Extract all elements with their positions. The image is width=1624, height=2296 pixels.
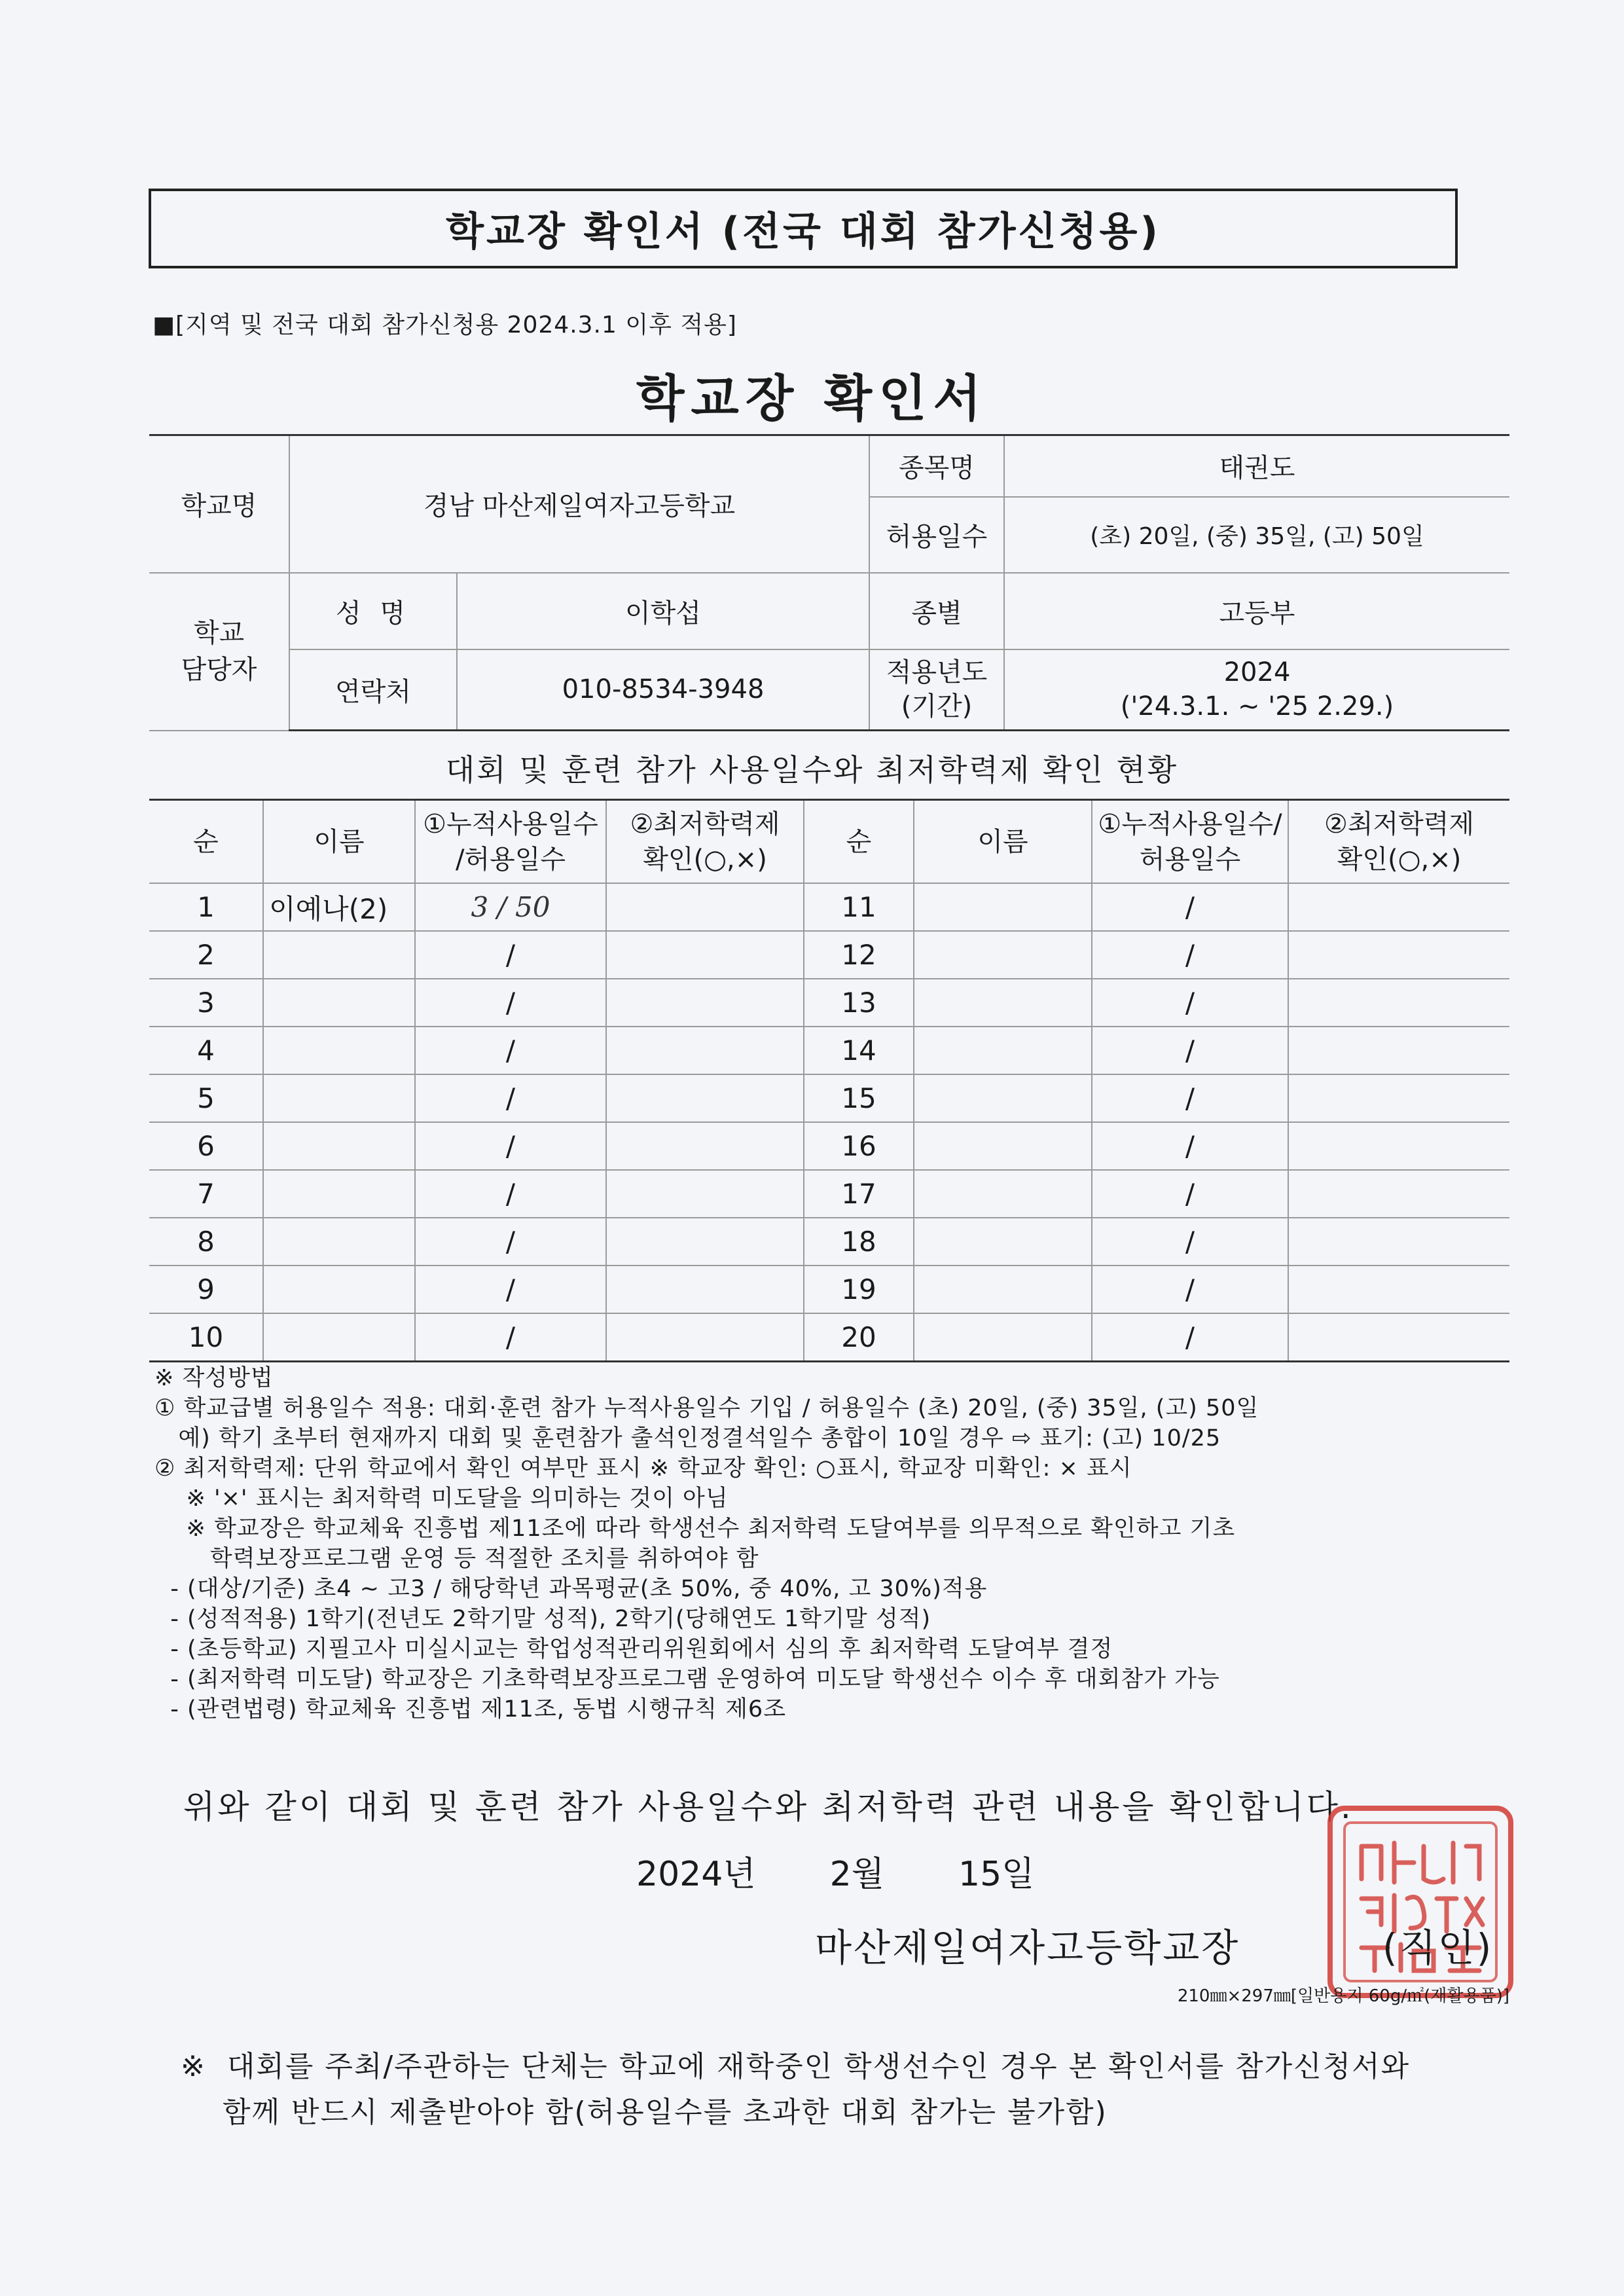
period-label: 적용년도 (기간) [869,649,1004,731]
row-days: / [415,1266,606,1313]
table-row [149,1122,1509,1170]
row-days: / [415,1027,606,1074]
row-no: 6 [149,1122,263,1170]
row-name [263,979,415,1027]
row-name [263,1218,415,1266]
table-header-row [149,800,1509,884]
instruction-line: ① 학교급별 허용일수 적용: 대회·훈련 참가 누적사용일수 기입 / 허용일수 (초) 20일, (중) 35일, (고) 50일 [154,1395,1259,1421]
row-name-2 [914,1027,1092,1074]
table-row [149,1218,1509,1266]
header-days-2: ①누적사용일수/ 허용일수 [1092,800,1288,884]
header-days: ①누적사용일수 /허용일수 [415,800,606,884]
application-notice: ■[지역 및 전국 대회 참가신청용 2024.3.1 이후 적용] [153,312,737,338]
row-no: 1 [149,883,263,931]
instruction-line: ※ 작성방법 [154,1365,274,1391]
row-days-2: / [1092,1313,1288,1362]
allowed-days-label: 허용일수 [869,497,1004,573]
row-check [606,931,804,979]
official-seal-stamp [1316,1794,1525,2010]
row-check-2 [1288,979,1509,1027]
row-name-2 [914,979,1092,1027]
period-value [1004,649,1509,731]
row-no-2: 15 [804,1074,914,1122]
header-check-2: ②최저학력제 확인(○,×) [1288,800,1509,884]
row-check [606,979,804,1027]
division-label: 종별 [869,573,1004,649]
instruction-line: - (대상/기준) 초4 ~ 고3 / 해당학년 과목평균(초 50%, 중 40%, 고 30%)적용 [154,1576,988,1602]
manager-label: 학교 담당자 [149,573,289,731]
row-days: / [415,931,606,979]
row-days: / [415,1074,606,1122]
row-days-2: / [1092,1027,1288,1074]
row-no: 5 [149,1074,263,1122]
school-name-label: 학교명 [149,435,289,573]
instruction-line: - (초등학교) 지필고사 미실시교는 학업성적관리위원회에서 심의 후 최저학력 도달여부 결정 [154,1636,1113,1662]
row-check-2 [1288,883,1509,931]
instruction-line: 학력보장프로그램 운영 등 적절한 조치를 취하여야 함 [154,1546,759,1572]
table-row [149,979,1509,1027]
instruction-line: - (관련법령) 학교체육 진흥법 제11조, 동법 시행규칙 제6조 [154,1696,787,1722]
instruction-line: - (성적적용) 1학기(전년도 2학기말 성적), 2학기(당해연도 1학기말 성적) [154,1606,931,1632]
seal-label: (직인) [1382,1925,1494,1970]
row-check [606,1218,804,1266]
row-days: / [415,1122,606,1170]
row-no-2: 18 [804,1218,914,1266]
footer-line: ※ 대회를 주최/주관하는 단체는 학교에 재학중인 학생선수인 경우 본 확인서를 참가신청서와 [181,2050,1411,2083]
header-no: 순 [149,800,263,884]
table-row [149,1313,1509,1362]
header-no-2: 순 [804,800,914,884]
row-name-2 [914,1313,1092,1362]
instruction-line: ※ 학교장은 학교체육 진흥법 제11조에 따라 학생선수 최저학력 도달여부를 의무적으로 확인하고 기초 [154,1516,1236,1542]
row-no-2: 17 [804,1170,914,1218]
row-check-2 [1288,1218,1509,1266]
row-name [263,1074,415,1122]
row-no: 9 [149,1266,263,1313]
event-value: 태권도 [1004,435,1509,497]
row-check-2 [1288,1170,1509,1218]
row-name [263,1170,415,1218]
row-name: 이예나(2) [263,883,415,931]
table-row [149,1074,1509,1122]
allowed-days-value: (초) 20일, (중) 35일, (고) 50일 [1004,497,1509,573]
row-no-2: 14 [804,1027,914,1074]
row-no-2: 12 [804,931,914,979]
row-no-2: 11 [804,883,914,931]
table-row [149,1027,1509,1074]
row-name [263,1313,415,1362]
apply-period: ('24.3.1. ~ '25 2.29.) [1120,691,1394,722]
row-name [263,1266,415,1313]
row-name [263,1027,415,1074]
row-no: 2 [149,931,263,979]
row-days: / [415,1313,606,1362]
row-days: / [415,1218,606,1266]
instruction-line: 예) 학기 초부터 현재까지 대회 및 훈련참가 출석인정결석일수 총합이 10일 경우 ⇨ 표기: (고) 10/25 [154,1425,1221,1451]
paper-spec: 210㎜×297㎜[일반용지 60g/㎡(재활용품)] [1177,1986,1509,2006]
footer-line: 함께 반드시 제출받아야 함(허용일수를 초과한 대회 참가는 불가함) [181,2096,1108,2129]
row-days-2: / [1092,1122,1288,1170]
contact-label: 연락처 [289,649,457,731]
document-title-box: 학교장 확인서 (전국 대회 참가신청용) [149,189,1458,268]
instruction-line: ② 최저학력제: 단위 학교에서 확인 여부만 표시 ※ 학교장 확인: ○표시, 학교장 미확인: × 표시 [154,1455,1132,1482]
confirmation-statement: 위와 같이 대회 및 훈련 참가 사용일수와 최저학력 관련 내용을 확인합니다. [183,1788,1354,1826]
instructions-block [154,1363,1259,1724]
row-check [606,1074,804,1122]
manager-name-value: 이학섭 [457,573,869,649]
row-no: 8 [149,1218,263,1266]
header-check: ②최저학력제 확인(○,×) [606,800,804,884]
row-no: 3 [149,979,263,1027]
manager-name-label: 성 명 [289,573,457,649]
row-no: 7 [149,1170,263,1218]
row-name-2 [914,1266,1092,1313]
row-name [263,1122,415,1170]
school-name-value: 경남 마산제일여자고등학교 [289,435,869,573]
row-name-2 [914,931,1092,979]
row-days: / [415,1170,606,1218]
division-value: 고등부 [1004,573,1509,649]
row-no: 10 [149,1313,263,1362]
principal-signature-name: 마산제일여자고등학교장 [815,1925,1240,1970]
status-section-title: 대회 및 훈련 참가 사용일수와 최저학력제 확인 현황 [445,752,1179,788]
table-row [149,883,1509,931]
row-check [606,1122,804,1170]
row-name [263,931,415,979]
row-check-2 [1288,1074,1509,1122]
table-row [149,931,1509,979]
instruction-line: ※ '×' 표시는 최저학력 미도달을 의미하는 것이 아님 [154,1485,729,1512]
main-title: 학교장 확인서 [636,369,988,428]
row-check-2 [1288,1027,1509,1074]
row-days-2: / [1092,1170,1288,1218]
row-check [606,1266,804,1313]
row-days-2: / [1092,979,1288,1027]
row-check [606,1170,804,1218]
school-info-table [149,434,1509,731]
row-check-2 [1288,1122,1509,1170]
table-row [149,1266,1509,1313]
row-name-2 [914,1074,1092,1122]
participation-table [149,799,1509,1362]
row-name-2 [914,1122,1092,1170]
row-no-2: 19 [804,1266,914,1313]
row-days-2: / [1092,931,1288,979]
apply-year: 2024 [1223,657,1291,688]
row-days-2: / [1092,1218,1288,1266]
instruction-line: - (최저학력 미도달) 학교장은 기초학력보장프로그램 운영하여 미도달 학생선수 이수 후 대회참가 가능 [154,1666,1220,1692]
row-days-2: / [1092,1074,1288,1122]
row-check [606,883,804,931]
row-no-2: 13 [804,979,914,1027]
row-days: / [415,979,606,1027]
row-check-2 [1288,931,1509,979]
footer-note [181,2044,1410,2136]
row-no-2: 20 [804,1313,914,1362]
row-name-2 [914,1218,1092,1266]
table-row [149,1170,1509,1218]
row-name-2 [914,883,1092,931]
issue-date: 2024년 2월 15일 [636,1855,1035,1894]
row-name-2 [914,1170,1092,1218]
row-check [606,1027,804,1074]
header-name: 이름 [263,800,415,884]
event-label: 종목명 [869,435,1004,497]
header-name-2: 이름 [914,800,1092,884]
row-no-2: 16 [804,1122,914,1170]
row-check [606,1313,804,1362]
row-check-2 [1288,1266,1509,1313]
row-no: 4 [149,1027,263,1074]
row-days: 3 / 50 [415,883,606,931]
contact-value: 010-8534-3948 [457,649,869,731]
row-check-2 [1288,1313,1509,1362]
row-days-2: / [1092,883,1288,931]
row-days-2: / [1092,1266,1288,1313]
